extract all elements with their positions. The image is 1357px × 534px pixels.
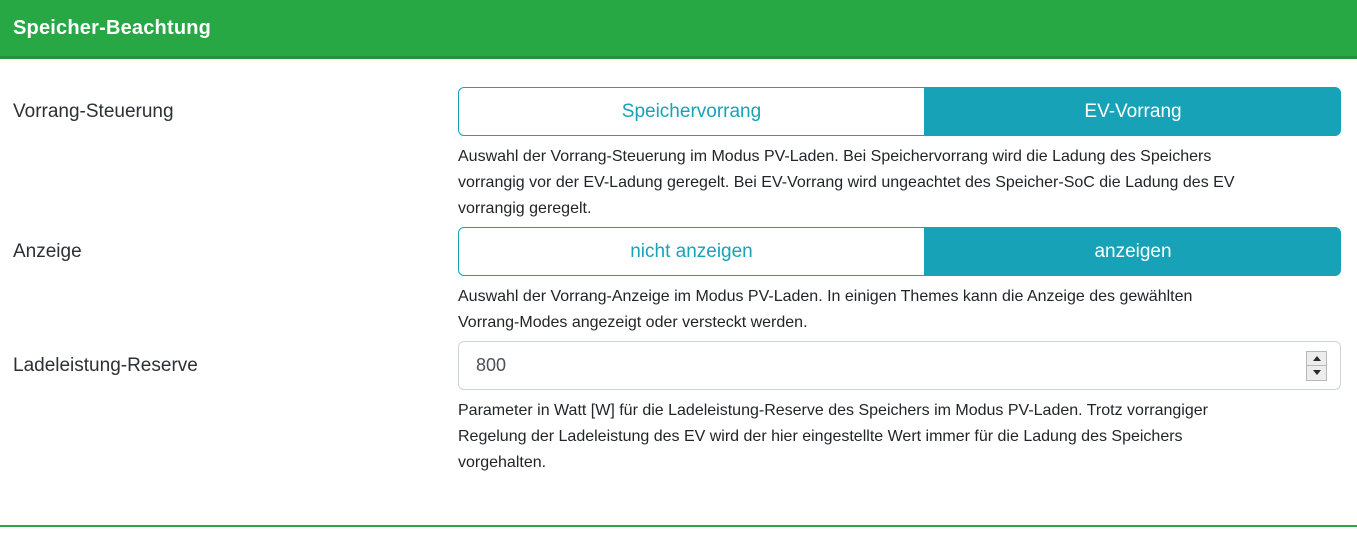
anzeigen-button[interactable]: anzeigen <box>925 227 1341 276</box>
ladeleistung-reserve-input-wrap <box>458 341 1341 390</box>
settings-form <box>0 59 1357 476</box>
spinner-down-button[interactable] <box>1307 366 1326 380</box>
ladeleistung-reserve-control <box>458 341 1341 476</box>
setting-row-ladeleistung-reserve <box>0 341 1357 476</box>
anzeige-toggle-group <box>458 227 1341 276</box>
section-title: Speicher-Beachtung <box>13 16 212 39</box>
number-spinner[interactable] <box>1306 351 1327 381</box>
vorrang-steuerung-control <box>458 87 1341 222</box>
ladeleistung-reserve-label: Ladeleistung-Reserve <box>13 355 198 376</box>
section-header <box>0 0 1357 59</box>
setting-row-vorrang-steuerung <box>0 87 1357 222</box>
spinner-up-button[interactable] <box>1307 352 1326 367</box>
speichervorrang-button[interactable]: Speichervorrang <box>458 87 925 136</box>
nicht-anzeigen-button[interactable]: nicht anzeigen <box>458 227 925 276</box>
vorrang-steuerung-toggle-group <box>458 87 1341 136</box>
ladeleistung-reserve-description: Parameter in Watt [W] für die Ladeleistung-Reserve des Speichers im Modus PV-Laden. Trotz vorrangiger Regelung der Ladeleistung des EV wird der hier eingestellte Wert immer für die Ladung des Speichers vorgehalten. <box>458 402 1208 471</box>
anzeige-description: Auswahl der Vorrang-Anzeige im Modus PV-Laden. In einigen Themes kann die Anzeige des gewählten Vorrang-Modes angezeigt oder versteckt werden. <box>458 288 1193 331</box>
ev-vorrang-button[interactable]: EV-Vorrang <box>925 87 1341 136</box>
spinner-down-icon <box>1313 370 1321 375</box>
bottom-divider <box>0 525 1357 527</box>
anzeige-label: Anzeige <box>13 241 82 262</box>
vorrang-steuerung-description: Auswahl der Vorrang-Steuerung im Modus PV-Laden. Bei Speichervorrang wird die Ladung des Speichers vorrangig vor der EV-Ladung geregelt. Bei EV-Vorrang wird ungeachtet des Speicher-SoC die Ladung des EV vorrangig geregelt. <box>458 148 1235 217</box>
vorrang-steuerung-label: Vorrang-Steuerung <box>13 101 174 122</box>
ladeleistung-reserve-input[interactable] <box>458 341 1341 390</box>
anzeige-control <box>458 227 1341 336</box>
spinner-up-icon <box>1313 356 1321 361</box>
setting-row-anzeige <box>0 227 1357 336</box>
